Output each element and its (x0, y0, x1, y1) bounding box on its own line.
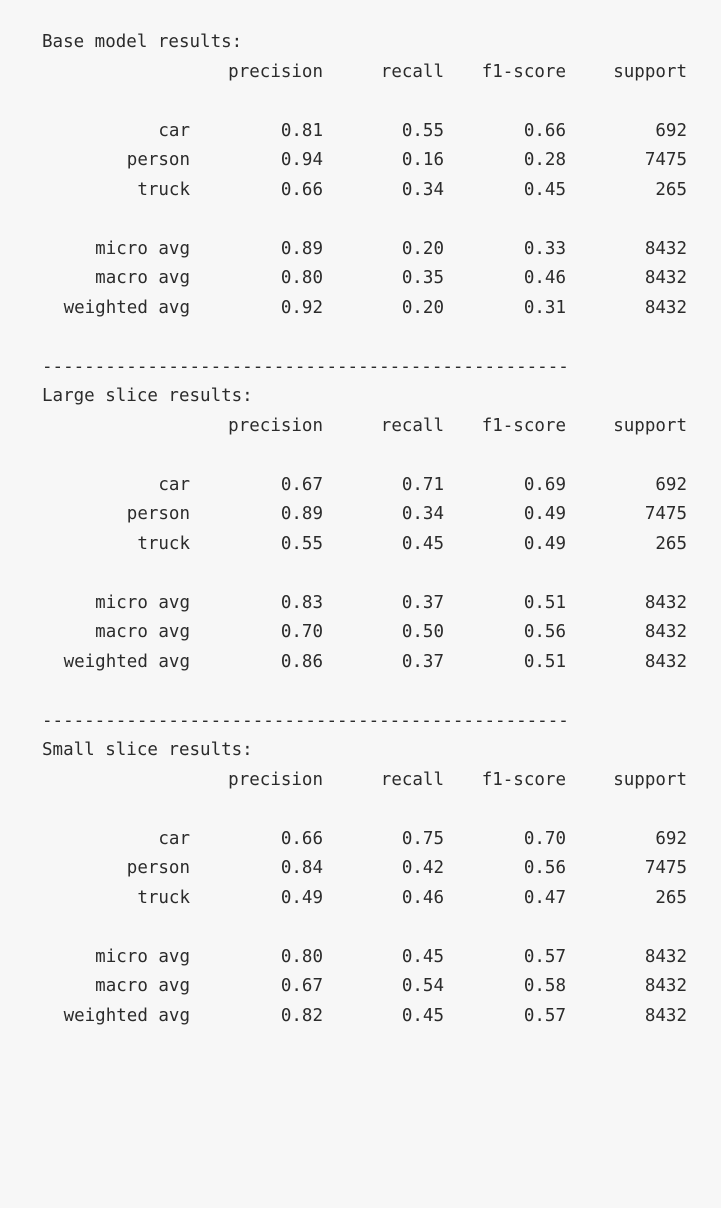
average-row (42, 648, 721, 678)
f1-value: 0.70 (523, 828, 566, 849)
f1-value: 0.58 (523, 976, 566, 996)
support-value: 692 (655, 828, 687, 849)
recall-value: 0.46 (401, 887, 444, 908)
blank-line (42, 795, 721, 825)
f1-value: 0.49 (523, 504, 566, 524)
support-value: 8432 (644, 622, 687, 642)
section-title-line (42, 382, 721, 412)
table-row (42, 471, 721, 501)
support-value: 7475 (644, 150, 687, 170)
f1-value: 0.45 (523, 179, 566, 200)
section-title-line (42, 736, 721, 766)
recall-value: 0.54 (401, 976, 444, 996)
average-row (42, 589, 721, 619)
row-label: macro avg (95, 976, 190, 996)
f1-value: 0.57 (523, 946, 566, 967)
support-value: 8432 (644, 946, 687, 967)
precision-value: 0.86 (280, 651, 323, 672)
row-label: truck (137, 179, 190, 200)
support-value: 692 (655, 474, 687, 495)
average-row (42, 972, 721, 1002)
precision-value: 0.83 (280, 592, 323, 613)
row-label: person (126, 150, 190, 170)
row-label: micro avg (95, 946, 190, 967)
precision-value: 0.70 (280, 622, 323, 642)
f1-value: 0.66 (523, 120, 566, 141)
row-label: truck (137, 887, 190, 908)
precision-value: 0.67 (280, 474, 323, 495)
header-f1-score: f1-score (481, 415, 566, 436)
precision-value: 0.81 (280, 120, 323, 141)
precision-value: 0.92 (280, 297, 323, 318)
divider: -------------------------------------------------- (42, 356, 569, 377)
column-header-row (42, 412, 721, 442)
header-precision: precision (228, 415, 323, 436)
recall-value: 0.55 (401, 120, 444, 141)
support-value: 265 (655, 179, 687, 200)
header-support: support (613, 415, 687, 436)
support-value: 8432 (644, 297, 687, 318)
f1-value: 0.57 (523, 1005, 566, 1026)
support-value: 8432 (644, 268, 687, 288)
row-label: truck (137, 533, 190, 554)
row-label: micro avg (95, 592, 190, 613)
average-row (42, 1002, 721, 1032)
f1-value: 0.51 (523, 592, 566, 613)
recall-value: 0.50 (401, 622, 444, 642)
divider-line (42, 707, 721, 737)
support-value: 8432 (644, 592, 687, 613)
f1-value: 0.49 (523, 533, 566, 554)
blank-line (42, 441, 721, 471)
table-row (42, 530, 721, 560)
average-row (42, 618, 721, 648)
recall-value: 0.34 (401, 179, 444, 200)
divider: -------------------------------------------------- (42, 710, 569, 731)
support-value: 8432 (644, 238, 687, 259)
blank-line (42, 559, 721, 589)
support-value: 8432 (644, 1005, 687, 1026)
f1-value: 0.28 (523, 150, 566, 170)
table-row (42, 117, 721, 147)
table-row (42, 884, 721, 914)
recall-value: 0.45 (401, 946, 444, 967)
precision-value: 0.89 (280, 238, 323, 259)
recall-value: 0.75 (401, 828, 444, 849)
recall-value: 0.20 (401, 238, 444, 259)
precision-value: 0.80 (280, 268, 323, 288)
recall-value: 0.37 (401, 592, 444, 613)
precision-value: 0.80 (280, 946, 323, 967)
support-value: 7475 (644, 858, 687, 878)
precision-value: 0.94 (280, 150, 323, 170)
section-title: Base model results: (42, 32, 243, 52)
support-value: 265 (655, 533, 687, 554)
f1-value: 0.47 (523, 887, 566, 908)
header-recall: recall (380, 61, 444, 82)
column-header-row (42, 58, 721, 88)
blank-line (42, 913, 721, 943)
column-header-row (42, 766, 721, 796)
precision-value: 0.66 (280, 828, 323, 849)
row-label: weighted avg (63, 651, 190, 672)
row-label: weighted avg (63, 297, 190, 318)
support-value: 692 (655, 120, 687, 141)
blank-line (42, 323, 721, 353)
header-support: support (613, 769, 687, 790)
precision-value: 0.66 (280, 179, 323, 200)
recall-value: 0.20 (401, 297, 444, 318)
divider-line (42, 353, 721, 383)
f1-value: 0.51 (523, 651, 566, 672)
recall-value: 0.45 (401, 533, 444, 554)
section-title: Small slice results: (42, 740, 253, 760)
precision-value: 0.55 (280, 533, 323, 554)
average-row (42, 235, 721, 265)
precision-value: 0.67 (280, 976, 323, 996)
row-label: person (126, 504, 190, 524)
row-label: weighted avg (63, 1005, 190, 1026)
blank-line (42, 677, 721, 707)
row-label: car (158, 474, 190, 495)
support-value: 265 (655, 887, 687, 908)
f1-value: 0.56 (523, 858, 566, 878)
recall-value: 0.42 (401, 858, 444, 878)
row-label: micro avg (95, 238, 190, 259)
precision-value: 0.89 (280, 504, 323, 524)
header-f1-score: f1-score (481, 61, 566, 82)
blank-line (42, 205, 721, 235)
recall-value: 0.45 (401, 1005, 444, 1026)
recall-value: 0.71 (401, 474, 444, 495)
average-row (42, 264, 721, 294)
row-label: car (158, 828, 190, 849)
average-row (42, 943, 721, 973)
precision-value: 0.49 (280, 887, 323, 908)
f1-value: 0.46 (523, 268, 566, 288)
table-row (42, 825, 721, 855)
table-row (42, 176, 721, 206)
blank-line (42, 87, 721, 117)
row-label: person (126, 858, 190, 878)
table-row (42, 500, 721, 530)
precision-value: 0.84 (280, 858, 323, 878)
header-recall: recall (380, 415, 444, 436)
row-label: macro avg (95, 268, 190, 288)
header-support: support (613, 61, 687, 82)
table-row (42, 854, 721, 884)
support-value: 8432 (644, 976, 687, 996)
section-title-line (42, 28, 721, 58)
header-f1-score: f1-score (481, 769, 566, 790)
table-row (42, 146, 721, 176)
header-precision: precision (228, 769, 323, 790)
f1-value: 0.33 (523, 238, 566, 259)
recall-value: 0.34 (401, 504, 444, 524)
recall-value: 0.16 (401, 150, 444, 170)
f1-value: 0.31 (523, 297, 566, 318)
row-label: car (158, 120, 190, 141)
average-row (42, 294, 721, 324)
support-value: 8432 (644, 651, 687, 672)
f1-value: 0.69 (523, 474, 566, 495)
row-label: macro avg (95, 622, 190, 642)
recall-value: 0.37 (401, 651, 444, 672)
precision-value: 0.82 (280, 1005, 323, 1026)
support-value: 7475 (644, 504, 687, 524)
header-recall: recall (380, 769, 444, 790)
recall-value: 0.35 (401, 268, 444, 288)
header-precision: precision (228, 61, 323, 82)
section-title: Large slice results: (42, 386, 253, 406)
f1-value: 0.56 (523, 622, 566, 642)
